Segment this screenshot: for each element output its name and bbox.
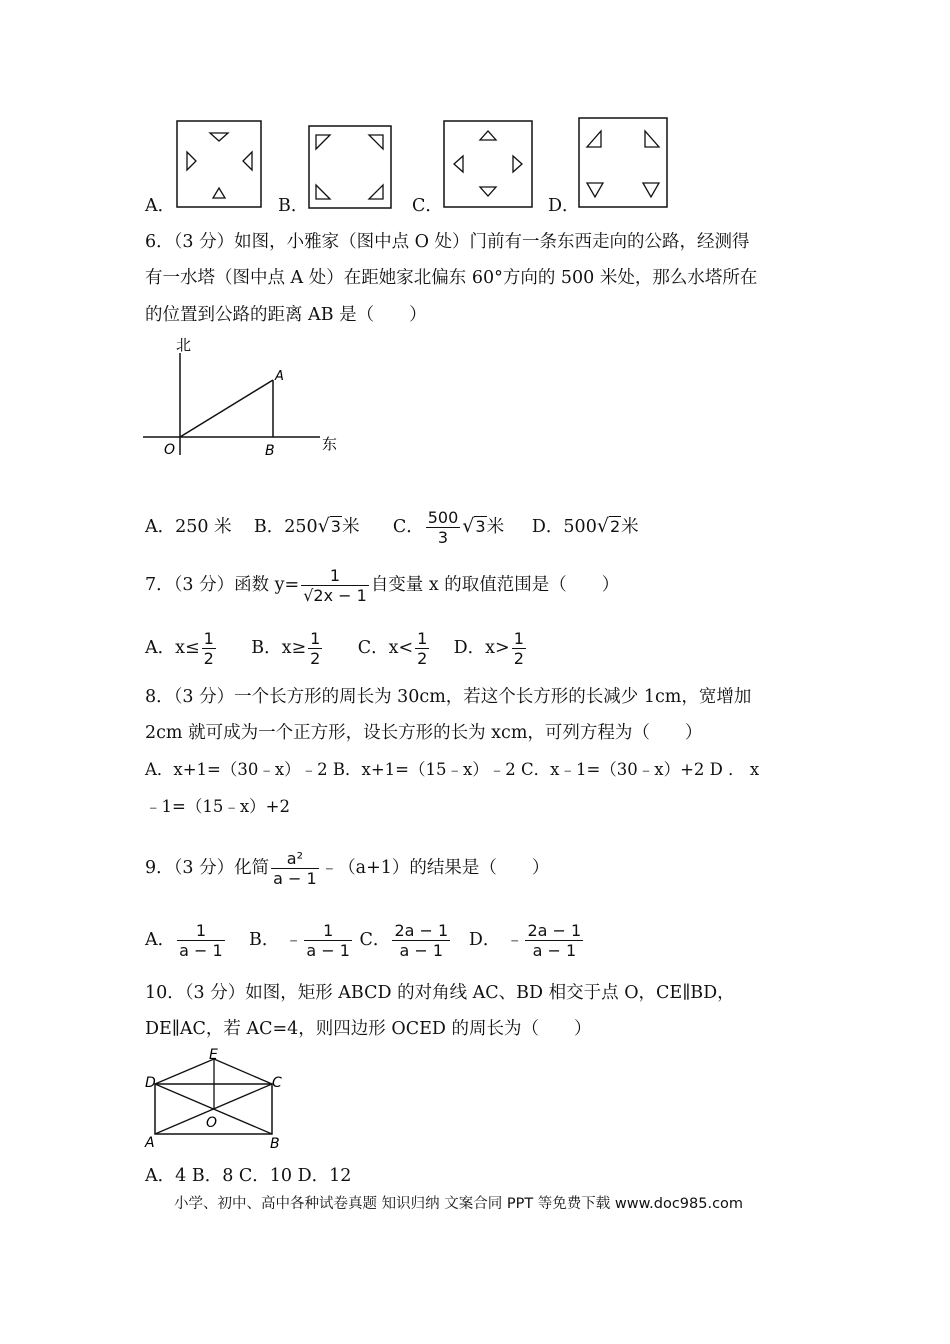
q5-figure-b [308, 125, 392, 209]
q10-stem-line2: DE∥AC，若 AC=4，则四边形 OCED 的周长为（ ） [145, 1019, 592, 1039]
q10-figure [140, 1046, 290, 1154]
q8-stem-line1: 8．（3 分）一个长方形的周长为 30cm，若这个长方形的长减少 1cm，宽增加 [145, 687, 752, 707]
q9-stem [145, 844, 549, 892]
q10-stem-line1: 10．（3 分）如图，矩形 ABCD 的对角线 AC、BD 相交于点 O，CE∥BD， [145, 983, 735, 1003]
q6-option-b-sqrt: √3 [317, 515, 341, 537]
q6-figure-point-o: O [164, 442, 176, 458]
q6-figure-north-label: 北 [176, 336, 192, 354]
page-footer: 小学、初中、高中各种试卷真题 知识归纳 文案合同 PPT 等免费下载 www.doc985.com [174, 1196, 744, 1212]
q7-option-d-fraction: $\frac{1}{2}$ [513, 629, 524, 668]
q9-option-a: A． [145, 930, 176, 950]
q9-option-d: D． ﹣ [468, 930, 524, 950]
q7-option-c: C．x< [357, 638, 414, 658]
q6-figure-east-label: 东 [322, 435, 338, 453]
q6-option-d-label: D．500 [531, 517, 597, 537]
q9-stem-suffix: ﹣（a+1）的结果是（ ） [320, 858, 550, 878]
q9-option-d-fraction: $\frac{2a - 1}{a - 1}$ [527, 921, 582, 960]
q6-option-b-unit: 米 [341, 517, 360, 537]
q9-fraction: $\frac{\text{a²}}{a - 1}$ [273, 849, 317, 888]
q10-figure-point-d: D [145, 1075, 156, 1091]
q6-option-d-unit: 米 [621, 517, 639, 537]
q7-option-d: D．x> [453, 638, 510, 658]
q6-figure-point-b: B [265, 443, 275, 459]
q9-option-c: C． [359, 930, 391, 950]
q6-option-a: A．250 米 [145, 517, 232, 537]
q10-figure-point-e: E [209, 1047, 218, 1063]
q9-option-c-fraction: $\frac{2a - 1}{a - 1}$ [394, 921, 449, 960]
q10-figure-point-o: O [206, 1115, 218, 1131]
q10-figure-point-a: A [145, 1135, 155, 1151]
q6-stem-line3: 的位置到公路的距离 AB 是（ ） [145, 305, 427, 325]
q6-option-c-unit: 米 [486, 517, 505, 537]
q9-option-b: B． ﹣ [248, 930, 303, 950]
q7-stem-prefix: 7．（3 分）函数 y= [145, 575, 300, 595]
q5-figure-c [443, 120, 533, 208]
q7-stem-suffix: 自变量 x 的取值范围是（ ） [370, 575, 620, 595]
q7-options [145, 626, 528, 670]
q6-option-c-sqrt: √3 [462, 515, 486, 537]
q6-figure [140, 335, 350, 460]
q7-option-b: B．x≥ [251, 638, 307, 658]
q9-option-a-fraction: $\frac{1}{a - 1}$ [179, 921, 223, 960]
q7-stem [145, 563, 619, 607]
q6-option-c-label: C． [392, 517, 424, 537]
q9-options [145, 918, 585, 962]
q7-option-b-fraction: $\frac{1}{2}$ [310, 629, 321, 668]
q7-option-a: A．x≤ [145, 638, 200, 658]
q5-option-a-label: A． [145, 196, 176, 216]
q5-figure-d [578, 117, 668, 208]
q6-option-b-label: B．250 [253, 517, 318, 537]
q6-option-d-sqrt: √2 [596, 515, 621, 537]
q5-figure-a [176, 120, 262, 208]
q6-stem-line2: 有一水塔（图中点 A 处）在距她家北偏东 60°方向的 500 米处，那么水塔所在 [145, 268, 758, 288]
q6-stem-line1: 6．（3 分）如图，小雅家（图中点 O 处）门前有一条东西走向的公路，经测得 [145, 232, 750, 252]
q7-function-fraction: $\frac{1}{√2x - 1}$ [303, 566, 367, 605]
q8-options-line1: A．x+1=（30﹣x）﹣2 B．x+1=（15﹣x）﹣2 C．x﹣1=（30﹣x）+2 D ． x [145, 760, 760, 779]
q6-options [145, 508, 639, 547]
q7-option-c-fraction: $\frac{1}{2}$ [417, 629, 428, 668]
q5-option-b-label: B． [278, 196, 309, 216]
q5-option-d-label: D． [548, 196, 580, 216]
q9-option-b-fraction: $\frac{1}{a - 1}$ [306, 921, 350, 960]
q10-figure-point-b: B [270, 1136, 280, 1152]
q8-stem-line2: 2cm 就可成为一个正方形，设长方形的长为 xcm，可列方程为（ ） [145, 723, 703, 743]
q10-options: A．4 B．8 C．10 D．12 [145, 1166, 352, 1186]
q8-options-line2: ﹣1=（15﹣x）+2 [145, 797, 290, 816]
q7-option-a-fraction: $\frac{1}{2}$ [203, 629, 214, 668]
q5-option-c-label: C． [412, 196, 443, 216]
q10-figure-point-c: C [272, 1075, 282, 1091]
q6-figure-point-a: A [275, 369, 284, 384]
q9-stem-prefix: 9．（3 分）化简 [145, 858, 270, 878]
q6-option-c-fraction: $\frac{500}{3}$ [427, 508, 459, 547]
